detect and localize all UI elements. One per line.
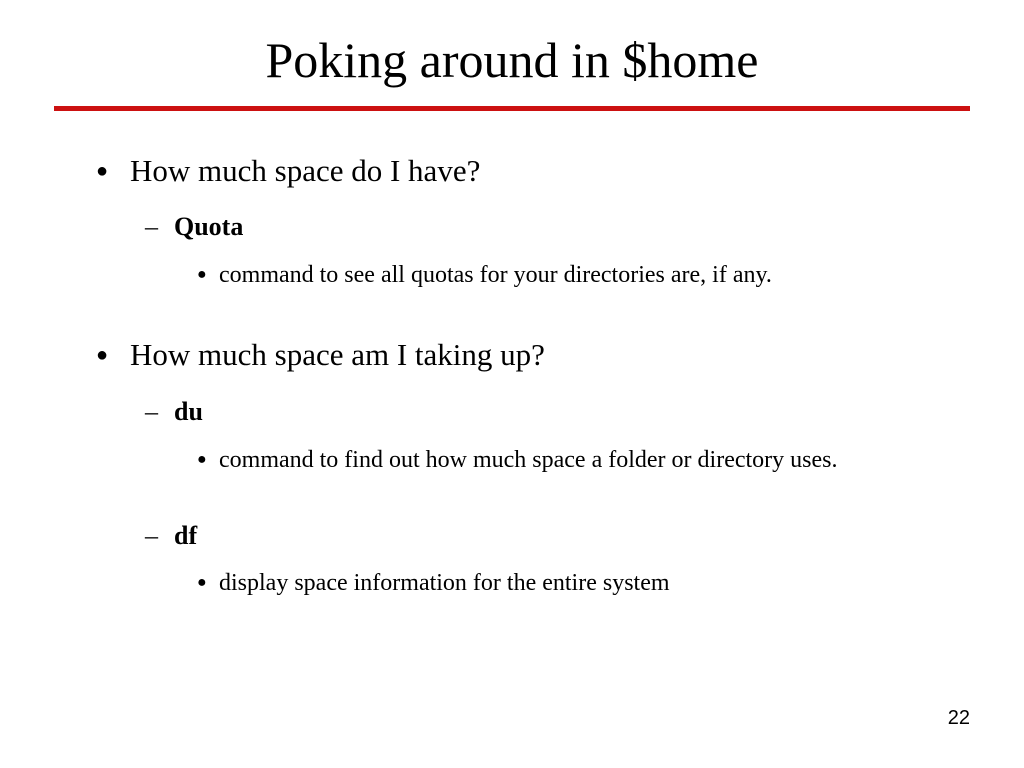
bullet-text: How much space do I have? (130, 153, 481, 188)
dash-icon: – (145, 212, 158, 241)
command-description: command to see all quotas for your directories are, if any. (219, 262, 772, 288)
command-name: df (174, 521, 198, 550)
bullet-dot-icon: ● (197, 574, 207, 591)
command-description: command to find out how much space a folder or directory uses. (219, 447, 838, 473)
sub-sub-bullet (197, 260, 897, 290)
title-underline (54, 106, 970, 111)
command-description: display space information for the entire system (219, 570, 670, 596)
dash-icon: – (145, 521, 158, 550)
slide-title: Poking around in $home (265, 32, 759, 88)
sub-sub-bullet (197, 445, 897, 475)
command-name: Quota (174, 212, 244, 241)
bullet-dot-icon: ● (96, 160, 109, 182)
bullet-dot-icon: ● (96, 344, 109, 366)
bullet-text: How much space am I taking up? (130, 337, 545, 372)
page-number: 22 (947, 707, 970, 729)
command-name: du (174, 397, 203, 426)
sub-sub-bullet (197, 568, 897, 598)
bullet-dot-icon: ● (197, 451, 207, 468)
dash-icon: – (145, 397, 158, 426)
bullet-dot-icon: ● (197, 266, 207, 283)
